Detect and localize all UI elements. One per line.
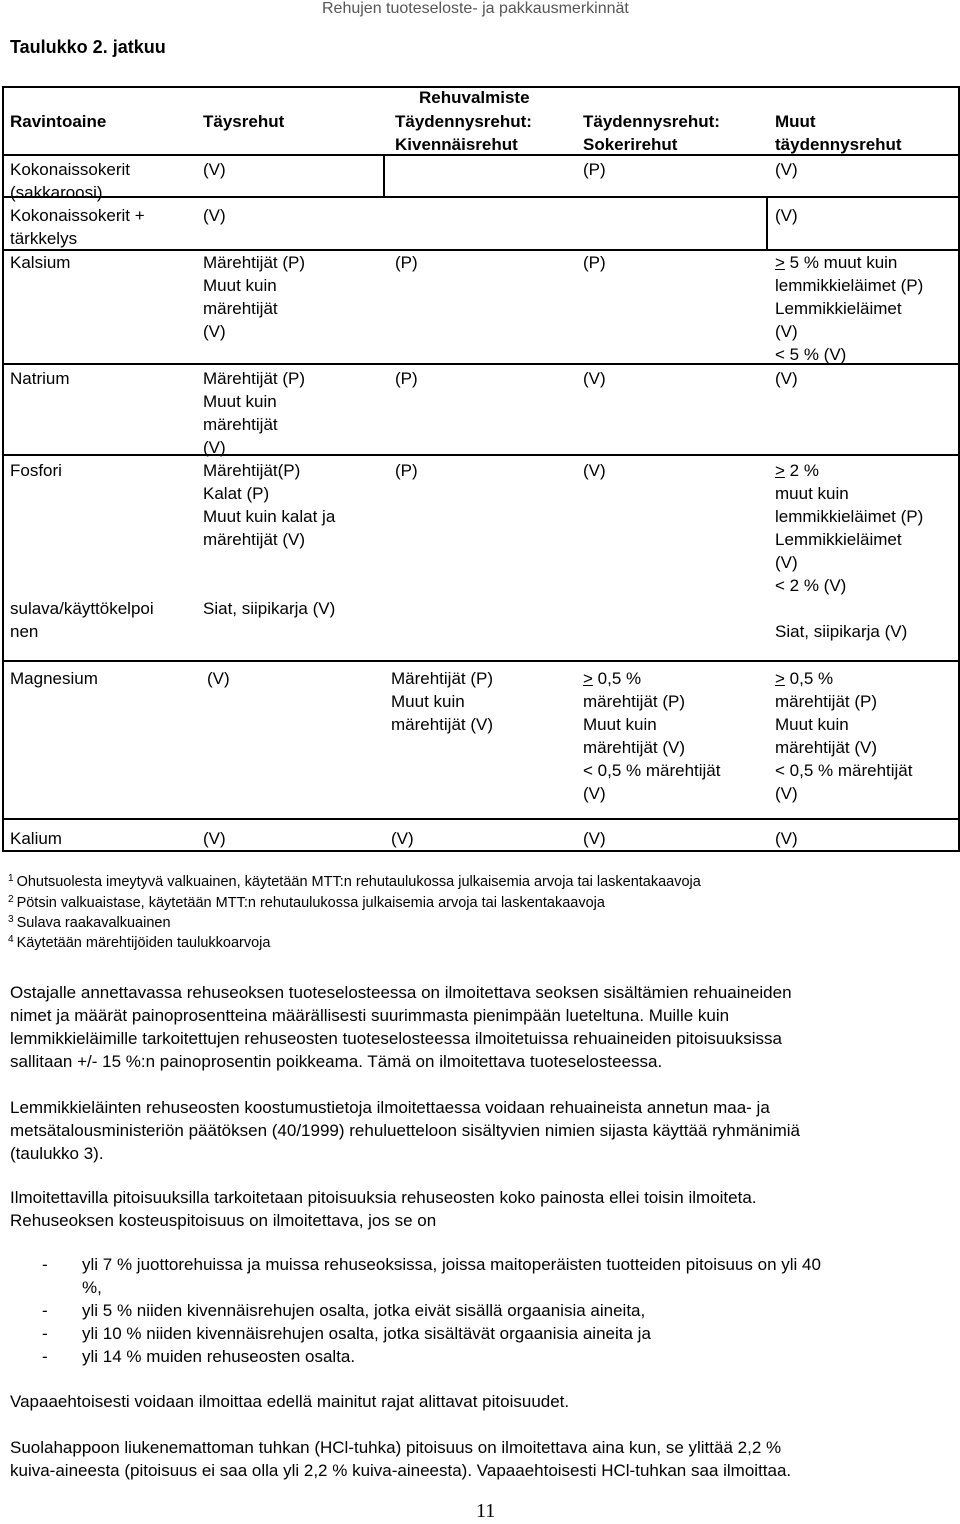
row-label: Kokonaissokerit [10, 160, 131, 179]
body-paragraph: Ostajalle annettavassa rehuseoksen tuoteselosteessa on ilmoitettava seoksen sisältämien rehuaineiden nimet ja määrät painoprosentteina määrällisesti suurimmasta pienimpään lueteltuna. Muille kuin lemmikkieläimille tarkoitettujen rehuseosten tuoteselosteessa ilmoitetuissa rehuaineiden pitoisuuksissa sallitaan +/- 15 %:n painoprosentin poikkeama. Tämä on ilmoitettava tuoteselosteessa. [10, 983, 792, 1071]
table-label: Taulukko 2. jatkuu [10, 37, 166, 57]
table-cell: Märehtijät (P) Muut kuin märehtijät (V) [203, 369, 306, 457]
list-item: yli 14 % muiden rehuseosten osalta. [82, 1347, 356, 1366]
list-item: yli 5 % niiden kivennäisrehujen osalta, jotka eivät sisällä orgaanisia aineita, [82, 1301, 646, 1320]
table-cell: (P) [395, 461, 418, 480]
running-title: Rehujen tuoteseloste- ja pakkausmerkinnät [322, 0, 629, 17]
table-cell: (V) [207, 669, 230, 688]
table-cell: (V) [583, 829, 606, 848]
row-label: Kokonaissokerit + [10, 206, 145, 225]
table-cell: > 0,5 % märehtijät (P) Muut kuin märehtijät (V) < 0,5 % märehtijät (V) [775, 669, 913, 803]
column-header-sokerirehut-1: Täydennysrehut: [583, 112, 720, 131]
row-label: nen [10, 622, 39, 641]
table-cell: (V) [203, 206, 226, 225]
body-paragraph: Lemmikkieläinten rehuseosten koostumustietoja ilmoitettaessa voidaan rehuaineista annetun maa- ja metsätalousministeriön päätöksen (40/1999) rehuluetteloon sisältyvien nimien sijasta käyttää ryhmänimiä (taulukko 3). [10, 1098, 800, 1163]
table-cell: (V) [775, 369, 798, 388]
column-header-muut-2: täydennysrehut [775, 135, 902, 154]
row-label: Natrium [10, 369, 70, 388]
list-bullet: - [42, 1347, 48, 1366]
table-cell: Märehtijät (P) Muut kuin märehtijät (V) [391, 669, 494, 734]
table-cell: Märehtijät(P) Kalat (P) Muut kuin kalat ja märehtijät (V) [203, 461, 336, 549]
table-cell: > 0,5 % märehtijät (P) Muut kuin märehtijät (V) < 0,5 % märehtijät (V) [583, 669, 721, 803]
column-header-kivennaisrehut-1: Täydennysrehut: [395, 112, 532, 131]
row-label: Kalsium [10, 253, 71, 272]
table-cell: (V) [583, 461, 606, 480]
list-bullet: - [42, 1255, 48, 1274]
table-cell: Siat, siipikarja (V) [203, 599, 336, 618]
footnote: $^2$ Pötsin valkuaistase, käytetään MTT:n rehutaulukossa julkaisemia arvoja tai laskentakaavoja [8, 894, 605, 911]
table-cell: (V) [775, 206, 798, 225]
row-label: Magnesium [10, 669, 98, 688]
page-number: 11 [476, 1500, 496, 1522]
table-cell: (P) [395, 253, 418, 272]
table-cell: (V) [583, 369, 606, 388]
group-header-rehuvalmiste: Rehuvalmiste [419, 88, 530, 107]
column-header-ravintoaine: Ravintoaine [10, 112, 107, 131]
table-cell: Märehtijät (P) Muut kuin märehtijät (V) [203, 253, 306, 341]
list-bullet: - [42, 1324, 48, 1343]
table-cell: (V) [775, 160, 798, 179]
row-label: Fosfori [10, 461, 62, 480]
table-cell: (P) [395, 369, 418, 388]
row-label: (sakkaroosi) [10, 183, 103, 202]
table-cell: > 2 % muut kuin lemmikkieläimet (P) Lemmikkieläimet (V) < 2 % (V) [775, 461, 924, 595]
column-header-sokerirehut-2: Sokerirehut [583, 135, 678, 154]
list-item: yli 10 % niiden kivennäisrehujen osalta, jotka sisältävät orgaanisia aineita ja [82, 1324, 651, 1343]
table-cell: Siat, siipikarja (V) [775, 622, 908, 641]
row-label: tärkkelys [10, 229, 78, 248]
footnote: $^3$ Sulava raakavalkuainen [8, 914, 171, 931]
table-cell: (P) [583, 160, 606, 179]
row-label: sulava/käyttökelpoi [10, 599, 154, 618]
table-cell: (V) [203, 829, 226, 848]
footnote: $^1$ Ohutsuolesta imeytyvä valkuainen, käytetään MTT:n rehutaulukossa julkaisemia arvoja tai laskentakaavoja [8, 873, 701, 890]
table-cell: (P) [583, 253, 606, 272]
table-cell: (V) [391, 829, 414, 848]
table-cell: > 5 % muut kuin lemmikkieläimet (P) Lemmikkieläimet (V) < 5 % (V) [775, 253, 924, 364]
body-paragraph: Ilmoitettavilla pitoisuuksilla tarkoitetaan pitoisuuksia rehuseosten koko painosta ellei toisin ilmoiteta. Rehuseoksen kosteuspitoisuus on ilmoitettava, jos se on [10, 1188, 757, 1230]
list-item: yli 7 % juottorehuissa ja muissa rehuseoksissa, joissa maitoperäisten tuotteiden pitoisuus on yli 40 %, [82, 1255, 821, 1297]
table-cell: (V) [203, 160, 226, 179]
column-header-muut-1: Muut [775, 112, 816, 131]
footnote: $^4$ Käytetään märehtijöiden taulukkoarvoja [8, 934, 271, 951]
column-header-taysrehut: Täysrehut [203, 112, 285, 131]
body-paragraph: Suolahappoon liukenemattoman tuhkan (HCl-tuhka) pitoisuus on ilmoitettava aina kun, se ylittää 2,2 % kuiva-aineesta (pitoisuus ei saa olla yli 2,2 % kuiva-aineesta). Vapaaehtoisesti HCl-tuhkan saa ilmoittaa. [10, 1438, 792, 1480]
body-paragraph: Vapaaehtoisesti voidaan ilmoittaa edellä mainitut rajat alittavat pitoisuudet. [10, 1392, 570, 1411]
row-label: Kalium [10, 829, 62, 848]
column-header-kivennaisrehut-2: Kivennäisrehut [395, 135, 518, 154]
list-bullet: - [42, 1301, 48, 1320]
table-cell: (V) [775, 829, 798, 848]
